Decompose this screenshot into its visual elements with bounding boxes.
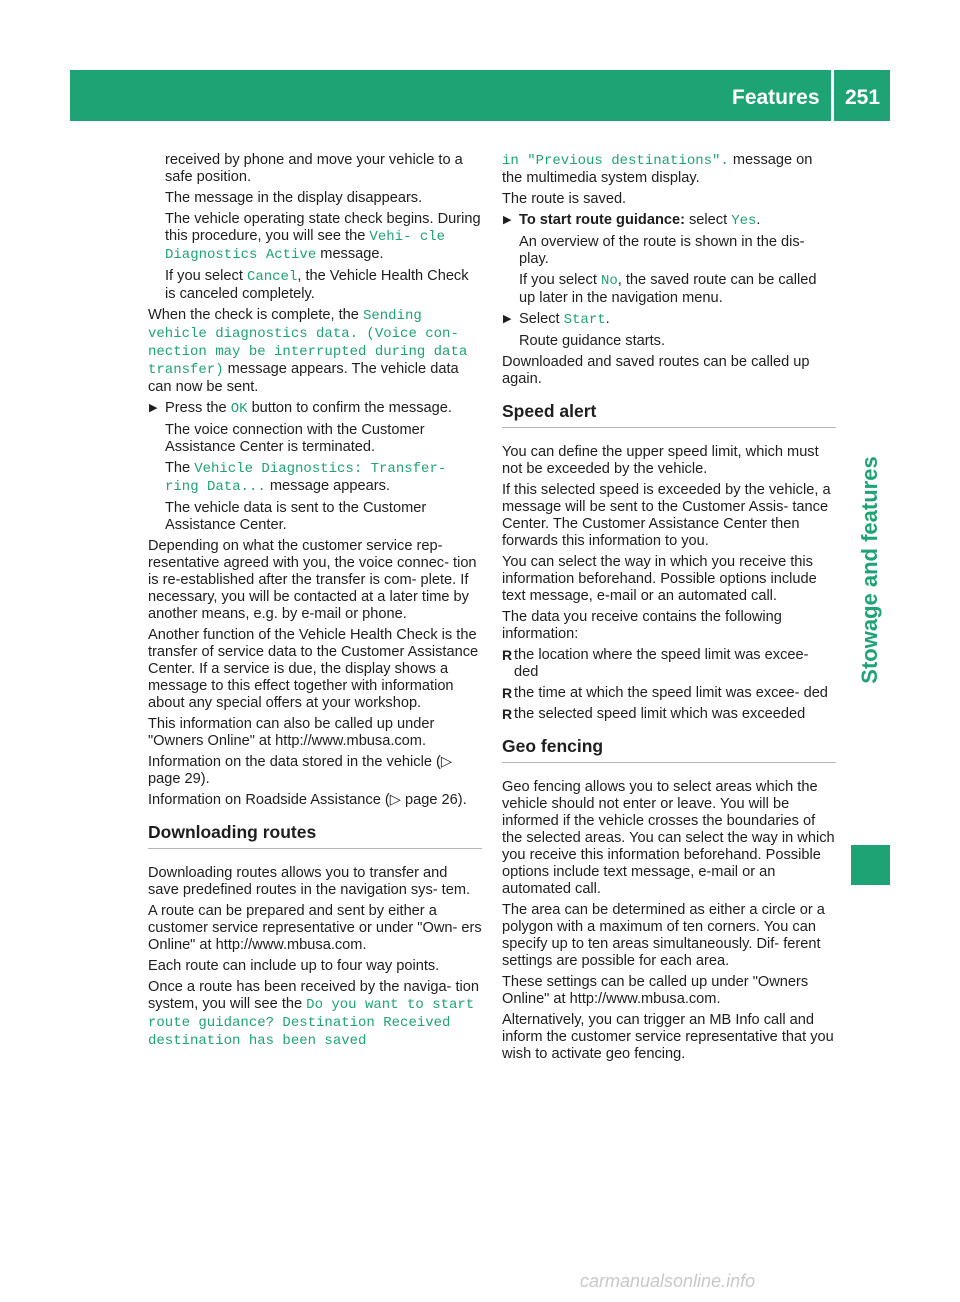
page-number: 251 (845, 86, 881, 109)
paragraph: The vehicle operating state check begins. During this procedure, you will see the Vehi‐ cle Diagnostics Active message. (165, 211, 481, 263)
left-column (148, 152, 482, 1054)
header-separator (831, 70, 834, 121)
display-message: Do you want to start route guidance? Destination Received destination has been saved (148, 997, 475, 1049)
step-result: Route guidance starts. (519, 333, 666, 349)
paragraph: Geo fencing allows you to select areas which the vehicle should not enter or leave. You will be informed if the vehicle crosses the boundaries of the selected areas. You can select the way in which you receive this information beforehand. Possible options include text message, e-mail or an automated call. (502, 779, 835, 897)
bullet-icon: R (502, 685, 513, 701)
section-heading: Geo fencing (502, 738, 836, 763)
chapter-marker (851, 845, 890, 885)
instruction-step: ▶ Select Start. Route guidance starts. (502, 311, 836, 350)
paragraph: These settings can be called up under "Owners Online" at http://www.mbusa.com. (502, 974, 809, 1007)
bullet-icon: R (502, 647, 513, 663)
display-message: in "Previous destinations". (502, 153, 729, 169)
section-heading: Downloading routes (148, 824, 482, 849)
display-message: Vehi‐ cle Diagnostics Active (165, 229, 446, 263)
arrow-icon: ▶ (503, 214, 512, 226)
paragraph: This information can also be called up under "Owners Online" at http://www.mbusa.com. (148, 716, 435, 749)
display-message: Start (563, 312, 606, 328)
paragraph: Another function of the Vehicle Health Check is the transfer of service data to the Customer Assistance Center. If a service is due, the display shows a message to this effect together with information about any special offers at your workshop. (148, 627, 479, 711)
paragraph: The area can be determined as either a circle or a polygon with a maximum of ten corners. You can specify up to ten areas simultaneously. Dif‐ ferent settings are possible for each area. (502, 902, 825, 969)
paragraph: Alternatively, you can trigger an MB Info call and inform the customer service representative that you wish to activate geo fencing. (502, 1012, 834, 1062)
instruction-step: ▶ Press the OK button to confirm the message. The voice connection with the Customer Assistance Center is terminated. The Vehicle Diagnostics: Transfer‐ ring Data... message appears. The vehicle data is sent to the Customer Assistance Center. (148, 400, 482, 534)
right-column (502, 152, 836, 1067)
watermark: carmanualsonline.info (580, 1271, 756, 1291)
display-message: Cancel (246, 269, 298, 285)
section-heading: Speed alert (502, 403, 836, 428)
paragraph: If you select Cancel, the Vehicle Health Check is canceled completely. (165, 268, 469, 302)
paragraph: Downloaded and saved routes can be called up again. (502, 354, 810, 387)
instruction-step: ▶ To start route guidance: select Yes. An overview of the route is shown in the dis‐ play. If you select No, the saved route can be called up later in the navigation menu. (502, 212, 836, 307)
list-item: R the location where the speed limit was excee‐ ded (502, 647, 809, 680)
chapter-tab (854, 450, 886, 690)
display-message: Yes (731, 213, 757, 229)
paragraph: A route can be prepared and sent by either a customer service representative or under "Own‐ ers Online" at http://www.mbusa.com. (148, 903, 482, 953)
paragraph: Information on Roadside Assistance (▷ page 26). (148, 792, 467, 808)
paragraph: in "Previous destinations". message on the multimedia system display. (502, 152, 813, 186)
paragraph: Depending on what the customer service rep‐ resentative agreed with you, the voice connec‐ tion is re-established after the transfer is com‐ plete. If necessary, you will be contacted at a later time by another means, e.g. by e-mail or phone. (148, 538, 477, 622)
step-result: If you select No, the saved route can be called up later in the navigation menu. (519, 272, 817, 306)
arrow-icon: ▶ (149, 402, 158, 414)
list-item: R the time at which the speed limit was excee‐ ded (502, 685, 828, 701)
display-message: OK (230, 401, 248, 417)
display-message: Vehicle Diagnostics: Transfer‐ ring Data... (165, 461, 447, 495)
section-title: Features (732, 86, 820, 109)
display-message: Sending vehicle diagnostics data. (Voice con‐ nection may be interrupted during data transfer) (148, 308, 468, 378)
paragraph: When the check is complete, the Sending vehicle diagnostics data. (Voice con‐ nection may be interrupted during data transfer) message appears. The vehicle data can now be sent. (148, 307, 468, 395)
paragraph: If this selected speed is exceeded by the vehicle, a message will be sent to the Customer Assis‐ tance Center. The Customer Assistance Center then forwards this information to you. (502, 482, 831, 549)
bullet-icon: R (502, 706, 513, 722)
paragraph: The message in the display disappears. (165, 190, 423, 206)
chapter-tab-label: Stowage and features (857, 456, 882, 684)
paragraph: The route is saved. (502, 191, 627, 207)
paragraph: Information on the data stored in the vehicle (▷ page 29). (148, 754, 453, 787)
list-item: R the selected speed limit which was exceeded (502, 706, 806, 722)
step-result: An overview of the route is shown in the dis‐ play. (519, 234, 805, 267)
step-result: The voice connection with the Customer Assistance Center is terminated. (165, 422, 425, 455)
paragraph: You can define the upper speed limit, which must not be exceeded by the vehicle. (502, 444, 819, 477)
paragraph: You can select the way in which you receive this information beforehand. Possible options include text message, e-mail or an automated call. (502, 554, 817, 604)
step-result: The Vehicle Diagnostics: Transfer‐ ring Data... message appears. (165, 460, 447, 495)
paragraph: Each route can include up to four way points. (148, 958, 440, 974)
left-indented-block (148, 152, 482, 303)
paragraph: received by phone and move your vehicle to a safe position. (165, 152, 463, 185)
step-result: The vehicle data is sent to the Customer Assistance Center. (165, 500, 427, 533)
paragraph: Once a route has been received by the naviga‐ tion system, you will see the Do you want to start route guidance? Destination Received destination has been saved (148, 979, 480, 1049)
display-message: No (600, 273, 618, 289)
arrow-icon: ▶ (503, 313, 512, 325)
paragraph: The data you receive contains the following information: (502, 609, 782, 642)
paragraph: Downloading routes allows you to transfer and save predefined routes in the navigation sys‐ tem. (148, 865, 471, 898)
